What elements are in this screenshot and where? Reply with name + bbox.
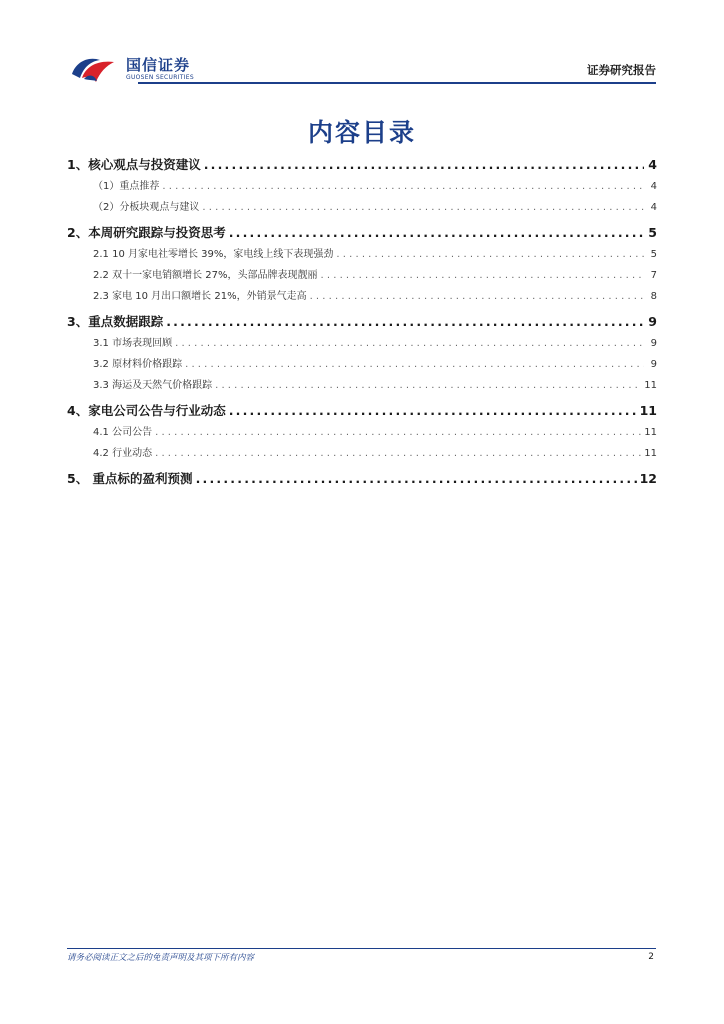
toc-dot-leader [175,333,644,354]
toc-subsection-entry[interactable] [67,286,657,307]
toc-entry-label: 2.1 10 月家电社零增长 39%，家电线上线下表现强劲 [93,249,334,260]
toc-entry-label: 3.1 市场表现回顾 [93,338,173,349]
page-title: 内容目录 [307,118,416,147]
toc-section-entry[interactable] [67,307,657,333]
toc-entry-label: 3.3 海运及天然气价格跟踪 [93,380,213,391]
toc-subsection-entry[interactable] [67,265,657,286]
brand-name-english: GUOSEN SECURITIES [126,74,195,81]
toc-entry-label: 2.2 双十一家电销额增长 27%，头部品牌表现靓丽 [93,270,318,281]
toc-entry-page: 11 [644,380,657,391]
toc-dot-leader [166,311,644,333]
toc-entry-page: 9 [648,314,657,329]
toc-subsection-entry[interactable] [67,443,657,464]
toc-entry-label: 1、核心观点与投资建议 [67,157,201,172]
toc-entry-page: 4 [648,157,657,172]
toc-entry-page: 5 [650,249,657,260]
toc-dot-leader [321,265,645,286]
toc-subsection-entry[interactable] [67,375,657,396]
toc-entry-page: 5 [648,225,657,240]
toc-entry-page: 11 [644,448,657,459]
toc-dot-leader [215,375,641,396]
toc-entry-label: 2.3 家电 10 月出口额增长 21%，外销景气走高 [93,291,307,302]
table-of-contents [67,150,657,490]
toc-entry-page: 4 [650,202,657,213]
toc-entry-page: 12 [639,471,657,486]
toc-section-entry[interactable] [67,464,657,490]
toc-subsection-entry[interactable] [67,354,657,375]
toc-subsection-entry[interactable] [67,244,657,265]
toc-subsection-entry[interactable] [67,333,657,354]
toc-dot-leader [155,443,641,464]
toc-entry-page: 4 [650,181,657,192]
footer-disclaimer: 请务必阅读正文之后的免责声明及其项下所有内容 [67,953,255,963]
toc-dot-leader [185,354,644,375]
toc-entry-page: 9 [650,359,657,370]
toc-entry-page: 7 [650,270,657,281]
toc-entry-page: 8 [650,291,657,302]
toc-entry-label: 3.2 原材料价格跟踪 [93,359,183,370]
toc-entry-page: 11 [644,427,657,438]
page-number: 2 [648,952,654,962]
toc-section-entry[interactable] [67,396,657,422]
brand-name: 国信证券 [126,56,191,74]
toc-dot-leader [229,222,644,244]
toc-entry-label: 4.2 行业动态 [93,448,153,459]
report-header [70,50,656,86]
toc-subsection-entry[interactable] [67,197,657,218]
toc-subsection-entry[interactable] [67,176,657,197]
toc-entry-page: 11 [639,403,657,418]
toc-dot-leader [196,468,637,490]
header-divider [138,82,656,84]
toc-section-entry[interactable] [67,150,657,176]
toc-entry-label: 5、 重点标的盈利预测 [67,471,193,486]
footer-divider [67,948,656,949]
toc-section-entry[interactable] [67,218,657,244]
toc-dot-leader [336,244,644,265]
toc-entry-label: 4、家电公司公告与行业动态 [67,403,226,418]
toc-entry-label: 3、重点数据跟踪 [67,314,164,329]
toc-dot-leader [229,400,637,422]
toc-dot-leader [155,422,641,443]
toc-entry-label: 2、本周研究跟踪与投资思考 [67,225,226,240]
toc-dot-leader [310,286,644,307]
toc-entry-label: （1）重点推荐 [93,181,160,192]
toc-subsection-entry[interactable] [67,422,657,443]
toc-dot-leader [162,176,644,197]
toc-entry-label: 4.1 公司公告 [93,427,153,438]
toc-dot-leader [202,197,644,218]
guosen-logo-icon [70,52,118,84]
report-type-label: 证券研究报告 [587,63,656,77]
toc-dot-leader [204,154,644,176]
toc-entry-label: （2）分板块观点与建议 [93,202,200,213]
toc-entry-page: 9 [650,338,657,349]
